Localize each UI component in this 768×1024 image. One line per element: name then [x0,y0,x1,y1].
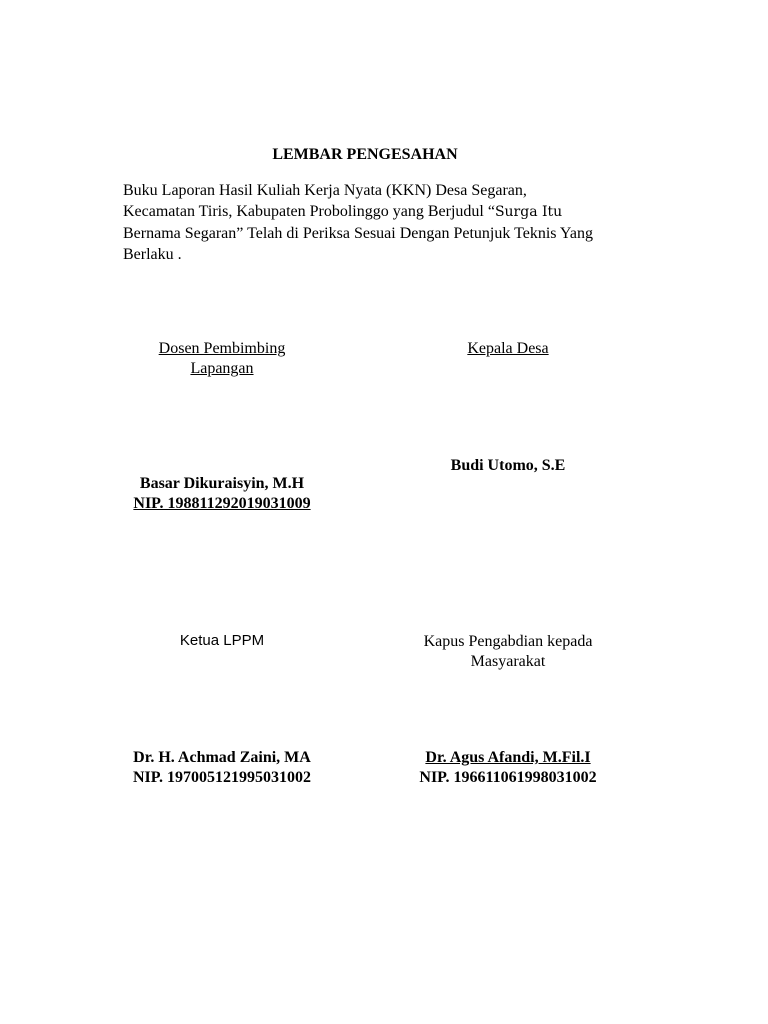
paragraph-line-2 [123,201,623,223]
document-title: LEMBAR PENGESAHAN [272,146,458,163]
field-supervisor-name: Basar Dikuraisyin, M.H [139,475,305,492]
community-service-head-nip: NIP. 196611061998031002 [419,769,597,786]
field-supervisor-role-line-1: Dosen Pembimbing [158,340,286,357]
paragraph-line-3: Bernama Segaran” Telah di Periksa Sesuai Dengan Petunjuk Teknis Yang [123,225,593,242]
community-service-head-role-line-1: Kapus Pengabdian kepada [423,633,593,650]
paragraph-line-2-text: Kecamatan Tiris, Kabupaten Probolinggo yang Berjudul “ [123,203,495,220]
village-head-role: Kepala Desa [467,340,549,357]
field-supervisor-role-line-2: Lapangan [190,360,254,377]
report-title-fragment: Surga Itu [494,204,563,220]
community-service-head-role [388,632,628,672]
field-supervisor-nip: NIP. 198811292019031009 [133,495,311,512]
community-service-head-name: Dr. Agus Afandi, M.Fil.I [425,749,591,766]
lppm-head-name: Dr. H. Achmad Zaini, MA [133,749,311,766]
paragraph-line-1: Buku Laporan Hasil Kuliah Kerja Nyata (KKN) Desa Segaran, [123,182,527,199]
village-head-name: Budi Utomo, S.E [450,457,566,474]
field-supervisor-role [122,339,322,379]
lppm-head-role: Ketua LPPM [179,632,265,649]
community-service-head-role-line-2: Masyarakat [470,653,546,670]
lppm-head-nip: NIP. 197005121995031002 [132,769,312,786]
approval-paragraph [123,180,623,265]
paragraph-line-4: Berlaku . [123,246,182,263]
